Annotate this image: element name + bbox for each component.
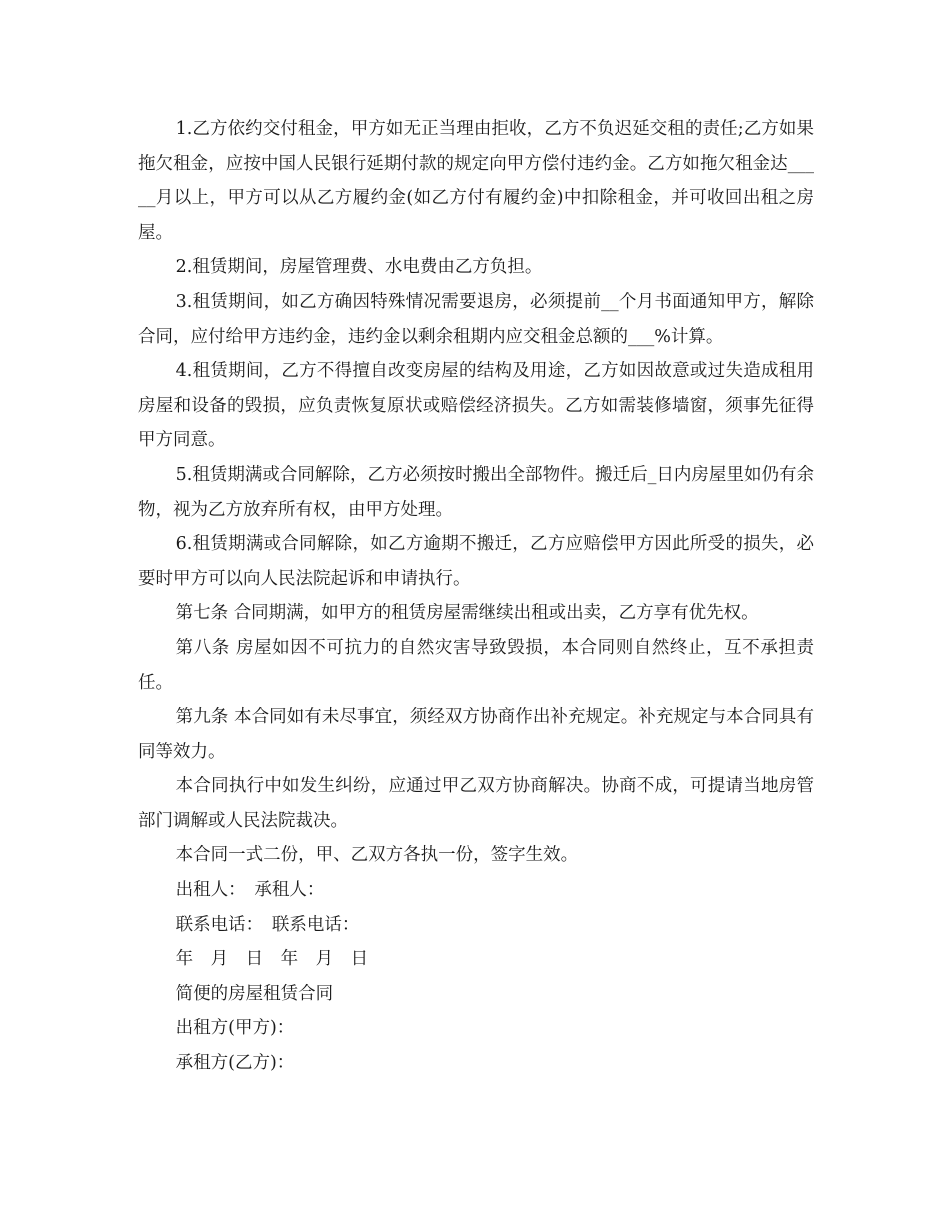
article-8-force-majeure: 第八条 房屋如因不可抗力的自然灾害导致毁损，本合同则自然终止，互不承担责任。 <box>138 637 814 693</box>
document-body <box>138 112 814 1081</box>
lessor-line: 出租方(甲方)： <box>175 1018 295 1039</box>
clause-3-early-termination: 3.租赁期间，如乙方确因特殊情况需要退房，必须提前__个月书面通知甲方，解除合同，应付给甲方违约金，违约金以剩余租期内应交租金总额的___%计算。 <box>138 291 814 347</box>
clause-1-rent-payment: 1.乙方依约交付租金，甲方如无正当理由拒收，乙方不负迟延交租的责任;乙方如果拖欠租金，应按中国人民银行延期付款的规定向甲方偿付违约金。乙方如拖欠租金达_____月以上，甲方可以从乙方履约金(如乙方付有履约金)中扣除租金，并可收回出租之房屋。 <box>138 119 814 243</box>
lessee-line: 承租方(乙方)： <box>175 1053 295 1074</box>
article-9-supplement: 第九条 本合同如有未尽事宜，须经双方协商作出补充规定。补充规定与本合同具有同等效力。 <box>138 707 814 762</box>
signature-dates: 年 月 日 年 月 日 <box>175 949 369 970</box>
dispute-resolution: 本合同执行中如发生纠纷，应通过甲乙双方协商解决。协商不成，可提请当地房管部门调解或人民法院裁决。 <box>138 776 814 831</box>
signature-phones: 联系电话： 联系电话： <box>175 914 360 935</box>
signature-parties: 出租人： 承租人： <box>175 880 325 901</box>
clause-4-structure-use: 4.租赁期间，乙方不得擅自改变房屋的结构及用途，乙方如因故意或过失造成租用房屋和设备的毁损，应负责恢复原状或赔偿经济损失。乙方如需装修墙窗，须事先征得甲方同意。 <box>138 361 814 451</box>
section-title: 简便的房屋租赁合同 <box>175 983 334 1004</box>
clause-6-overstay: 6.租赁期满或合同解除，如乙方逾期不搬迁，乙方应赔偿甲方因此所受的损失，必要时甲方可以向人民法院起诉和申请执行。 <box>138 534 814 589</box>
clause-5-move-out: 5.租赁期满或合同解除，乙方必须按时搬出全部物件。搬迁后_日内房屋里如仍有余物，视为乙方放弃所有权，由甲方处理。 <box>138 464 814 520</box>
clause-2-fees: 2.租赁期间，房屋管理费、水电费由乙方负担。 <box>175 257 543 278</box>
copies-clause: 本合同一式二份，甲、乙双方各执一份，签字生效。 <box>175 845 579 866</box>
article-7-priority-right: 第七条 合同期满，如甲方的租赁房屋需继续出租或出卖，乙方享有优先权。 <box>175 603 759 624</box>
